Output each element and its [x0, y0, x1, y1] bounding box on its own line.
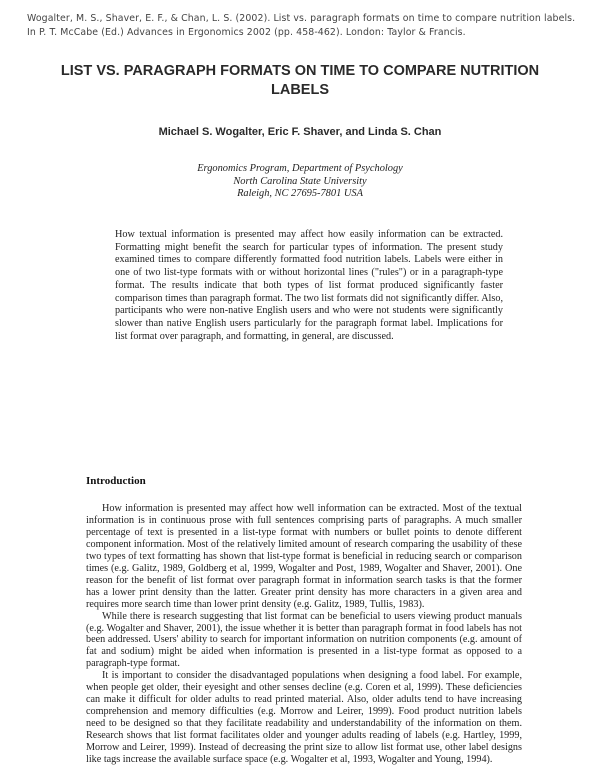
paper-title: LIST VS. PARAGRAPH FORMATS ON TIME TO COMPARE NUTRITION LABELS: [60, 63, 540, 98]
citation-header: Wogalter, M. S., Shaver, E. F., & Chan, L. S. (2002). List vs. paragraph formats on time to compare nutrition labels. In P. T. McCabe (Ed.) Advances in Ergonomics 2002 (pp. 458-462). London: Taylor & Francis.: [27, 13, 576, 38]
affiliation: [100, 163, 500, 201]
introduction-body: [86, 503, 522, 766]
abstract: How textual information is presented may affect how easily information can be extracted. Formatting might benefit the search for particular types of information. The present study examined times to compare differently formatted food nutrition labels. Labels were either in one of two list-type formats with or without horizontal lines ("rules") or in a paragraph-type format. The results indicate that both types of list format produced significantly faster comparison times than paragraph format. The two list formats did not significantly differ. Also, participants who were non-native English users and who were not students were significantly slower than native English users particularly for the paragraph format label. Implications for list format over paragraph, and formatting, in general, are discussed.: [115, 229, 503, 342]
author-list: Michael S. Wogalter, Eric F. Shaver, and Linda S. Chan: [158, 126, 442, 138]
body-paragraph: It is important to consider the disadvantaged populations when designing a food label. For example, when people get older, their eyesight and other senses decline (e.g. Coren et al, 1999). These deficiencies can make it difficult for older adults to read printed material. Also, older adults tend to have increasing comprehension and memory difficulties (e.g. Morrow and Leirer, 1999). Food product nutrition labels need to be designed so that they facilitate readability and understandability of the information on them. Research shows that list format facilitates older and younger adults reading of labels (e.g. Hartley, 1999, Morrow and Leirer, 1999). Instead of decreasing the print size to allow list format use, other label designs like tags increase the available surface space (e.g. Wogalter et al, 1993, Wogalter and Young, 1994).: [86, 670, 522, 766]
section-heading-introduction: Introduction: [86, 475, 146, 487]
body-paragraph: How information is presented may affect how well information can be extracted. Most of the textual information is in continuous prose with full sentences comprising parts of paragraphs. A much smaller percentage of text is presented in a list-type format with numbers or bullet points to denote different component information. Most of the relatively limited amount of research comparing the usability of these two types of text formatting has shown that list-type format is beneficial in reducing search or comparison times (e.g. Galitz, 1989, Goldberg et al, 1999, Wogalter and Post, 1989, Wogalter and Shaver, 2001). One reason for the benefit of list format over paragraph format in information search tasks is that the former has a lower print density than the latter. Greater print density has more characters in a given area and requires more search time than lower print density (e.g. Galitz, 1989, Tullis, 1983).: [86, 503, 522, 610]
affiliation-line: North Carolina State University: [233, 175, 367, 187]
affiliation-line: Ergonomics Program, Department of Psychology: [197, 163, 403, 174]
affiliation-line: Raleigh, NC 27695-7801 USA: [237, 188, 363, 200]
body-paragraph: While there is research suggesting that list format can be beneficial to users viewing product manuals (e.g. Wogalter and Shaver, 2001), the issue whether it is better than paragraph format in food labels has not been addressed. Users' ability to search for important information on nutrition components (e.g. amount of fat and sodium) might be aided when information is presented in a list-type format as opposed to a paragraph-type format.: [86, 610, 522, 670]
